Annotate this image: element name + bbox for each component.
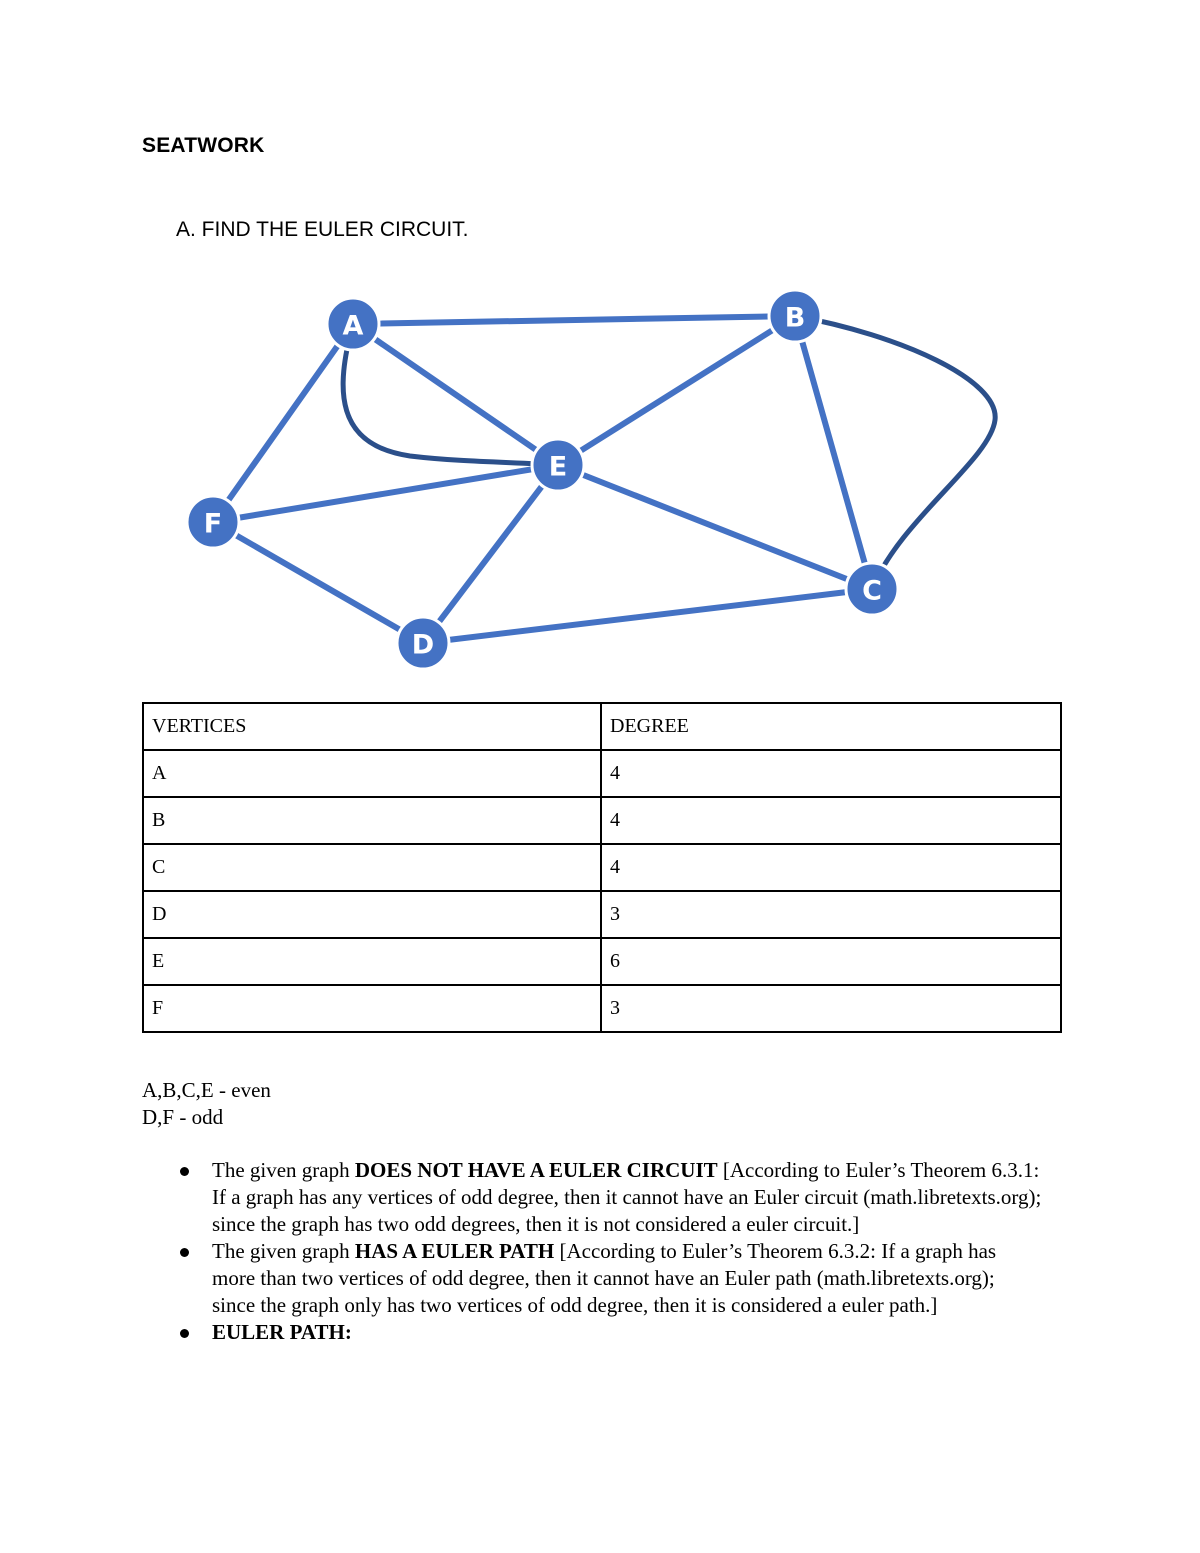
table-row xyxy=(143,750,1061,797)
header-vertices: VERTICES xyxy=(143,703,601,750)
list-item xyxy=(142,1319,1042,1346)
edge-f-d xyxy=(213,522,423,643)
edge-a-e xyxy=(353,324,558,465)
table-row xyxy=(143,938,1061,985)
parity-summary xyxy=(142,1077,271,1131)
edge-a-b xyxy=(353,316,795,324)
node-e-label: E xyxy=(548,451,568,483)
header-degree: DEGREE xyxy=(601,703,1061,750)
note-emphasis: HAS A EULER PATH xyxy=(354,1239,555,1263)
note-text: The given graph xyxy=(212,1158,355,1182)
edge-a-f xyxy=(213,324,353,522)
edge-b-c xyxy=(795,316,872,589)
degree-cell: 3 xyxy=(601,985,1061,1032)
edge-d-c xyxy=(423,589,872,643)
list-item xyxy=(142,1157,1042,1238)
table-header-row xyxy=(143,703,1061,750)
node-c-label: C xyxy=(862,575,882,607)
bullet-icon xyxy=(180,1248,189,1257)
degree-cell: 6 xyxy=(601,938,1061,985)
note-text: [According to Euler’s Theorem 6.3.2: If a graph has more than two vertices of odd degree, then it cannot have an Euler path (math.libretexts.org); since the graph only has two vertices of odd degree, then it is considered a euler path.] xyxy=(212,1239,997,1317)
vertex-cell: D xyxy=(143,891,601,938)
node-a-label: A xyxy=(342,310,364,342)
edge-b-e xyxy=(558,316,795,465)
curved-edge-b-c xyxy=(795,316,995,589)
vertex-cell: E xyxy=(143,938,601,985)
table-row xyxy=(143,797,1061,844)
vertex-cell: C xyxy=(143,844,601,891)
degree-cell: 4 xyxy=(601,844,1061,891)
table-row xyxy=(143,891,1061,938)
degree-cell: 4 xyxy=(601,750,1061,797)
question-label: A. FIND THE EULER CIRCUIT. xyxy=(176,218,469,241)
degree-table xyxy=(142,702,1062,1033)
note-emphasis: DOES NOT HAVE A EULER CIRCUIT xyxy=(354,1158,718,1182)
edge-e-d xyxy=(423,465,558,643)
list-item xyxy=(142,1238,1042,1319)
odd-vertices-line: D,F - odd xyxy=(142,1105,224,1129)
degree-cell: 4 xyxy=(601,797,1061,844)
edge-e-c xyxy=(558,465,872,589)
euler-path-label: EULER PATH: xyxy=(212,1320,352,1344)
even-vertices-line: A,B,C,E - even xyxy=(142,1078,271,1102)
table-row xyxy=(143,844,1061,891)
table-row xyxy=(143,985,1061,1032)
vertex-cell: A xyxy=(143,750,601,797)
note-text: [According to Euler’s Theorem 6.3.1: If a graph has any vertices of odd degree, then it cannot have an Euler circuit (math.libretexts.org); since the graph has two odd degrees, then it is not considered a euler circuit.] xyxy=(212,1158,1042,1236)
degree-cell: 3 xyxy=(601,891,1061,938)
euler-graph xyxy=(0,0,1200,700)
node-f-label: F xyxy=(203,508,223,540)
vertex-cell: B xyxy=(143,797,601,844)
page-title: SEATWORK xyxy=(142,134,265,157)
node-d-label: D xyxy=(411,629,435,661)
conclusion-list xyxy=(142,1157,1042,1346)
bullet-icon xyxy=(180,1329,189,1338)
bullet-icon xyxy=(180,1167,189,1176)
note-text: The given graph xyxy=(212,1239,355,1263)
vertex-cell: F xyxy=(143,985,601,1032)
node-b-label: B xyxy=(784,302,806,334)
edge-f-e xyxy=(213,465,558,522)
